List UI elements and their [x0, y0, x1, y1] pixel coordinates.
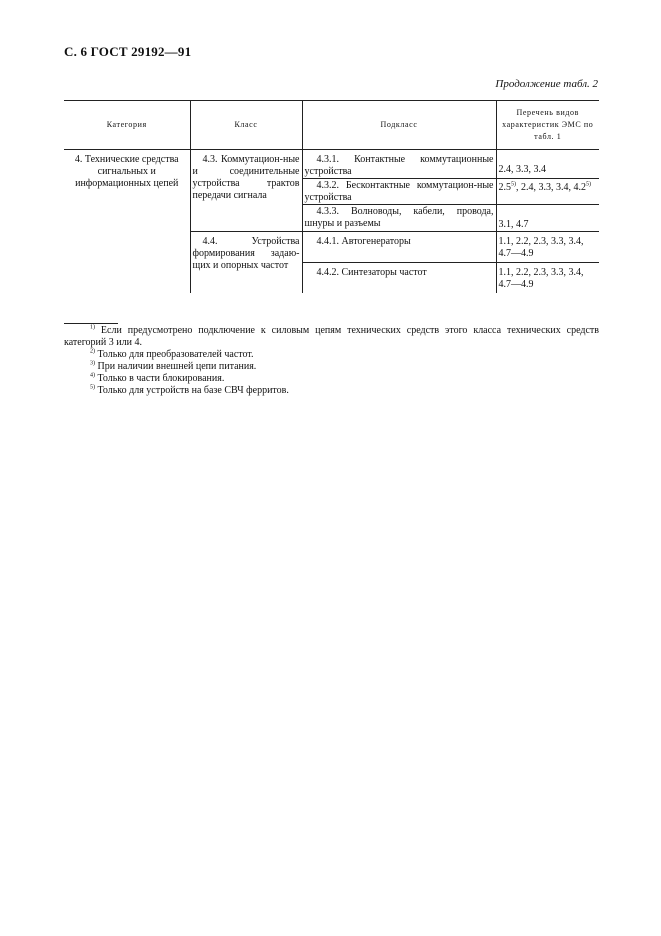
footnote-text: Только для преобразователей частот. — [95, 349, 254, 360]
footnote-ref: 5) — [586, 181, 591, 188]
emc-list-cell-4-3-3: 3.1, 4.7 — [496, 205, 599, 232]
subclass-cell-4-3-1: 4.3.1. Контактные коммутационные устройства — [302, 150, 496, 179]
footnote — [64, 349, 599, 361]
table-header-row — [64, 101, 599, 150]
footnote-mark: 5) — [90, 384, 95, 391]
footnote — [64, 385, 599, 397]
table-row — [64, 150, 599, 179]
emc-list-value: 2.5 — [498, 182, 511, 193]
footnote-text: При наличии внешней цепи питания. — [95, 361, 257, 372]
footnote — [64, 325, 599, 349]
footnote-text: Только в части блокирования. — [95, 373, 225, 384]
footnote-mark: 3) — [90, 360, 95, 367]
column-header-emc-list: Перечень видов характеристик ЭМС по табл. 1 — [496, 101, 599, 150]
footnote-ref: 5) — [511, 181, 516, 188]
footnote-mark: 1) — [90, 324, 95, 331]
page-header: С. 6 ГОСТ 29192—91 — [64, 44, 192, 59]
emc-list-cell-4-4-1: 1.1, 2.2, 2.3, 3.3, 3.4, 4.7—4.9 — [496, 232, 599, 263]
emc-list-cell-4-4-2: 1.1, 2.2, 2.3, 3.3, 3.4, 4.7—4.9 — [496, 263, 599, 294]
footnote-mark: 2) — [90, 348, 95, 355]
subclass-cell-4-4-2: 4.4.2. Синтезаторы частот — [302, 263, 496, 294]
table-continuation-label: Продолжение табл. 2 — [495, 78, 598, 90]
footnote-text: Только для устройств на базе СВЧ ферритов. — [95, 385, 289, 396]
emc-list-value: , 2.4, 3.3, 3.4, 4.2 — [516, 182, 586, 193]
specification-table — [64, 100, 599, 293]
footnote-text: Если предусмотрено подключение к силовым цепям технических средств этого класса технических средств категорий 3 или 4. — [64, 325, 599, 348]
footnote-mark: 4) — [90, 372, 95, 379]
category-cell: 4. Технические средства сигнальных и информационных цепей — [74, 154, 179, 189]
emc-list-cell-4-3-1: 2.4, 3.3, 3.4 — [496, 150, 599, 179]
column-header-class: Класс — [190, 101, 302, 150]
emc-list-cell-4-3-2 — [496, 179, 599, 205]
footnote — [64, 361, 599, 373]
column-header-category: Категория — [64, 101, 190, 150]
class-cell-4-3: 4.3. Коммутацион-ные и соединительные устройства трактов передачи сигнала — [190, 150, 302, 232]
column-header-subclass: Подкласс — [302, 101, 496, 150]
footnote — [64, 373, 599, 385]
subclass-cell-4-4-1: 4.4.1. Автогенераторы — [302, 232, 496, 263]
class-cell-4-4: 4.4. Устройства формирования задаю-щих и опорных частот — [190, 232, 302, 294]
subclass-cell-4-3-2: 4.3.2. Бесконтактные коммутацион-ные устройства — [302, 179, 496, 205]
subclass-cell-4-3-3: 4.3.3. Волноводы, кабели, провода, шнуры и разъемы — [302, 205, 496, 232]
footnotes — [64, 325, 599, 397]
